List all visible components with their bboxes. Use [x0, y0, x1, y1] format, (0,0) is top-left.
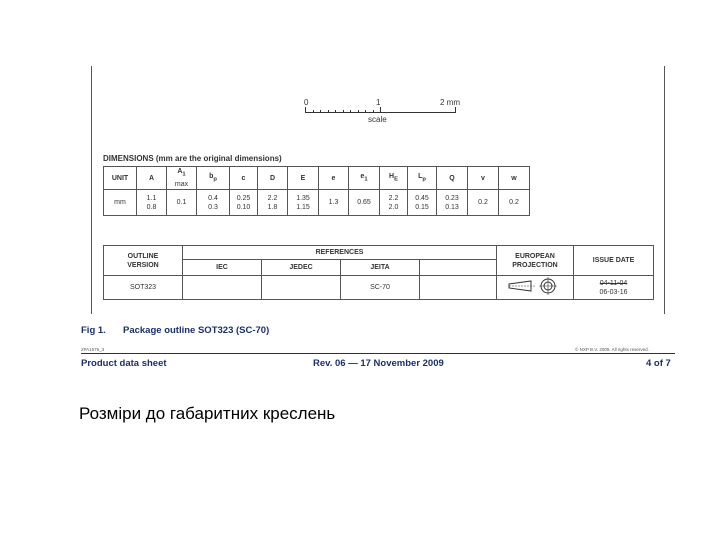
figure-title: Package outline SOT323 (SC-70) [123, 325, 270, 336]
header-c: c [230, 167, 258, 190]
header-v: v [468, 167, 499, 190]
scale-bar [300, 98, 470, 128]
dimensions-table [103, 166, 530, 216]
third-angle-projection-icon [505, 276, 565, 296]
scale-tick [313, 110, 314, 113]
outline-value-row [104, 276, 654, 300]
cell-a: 1.1 0.8 [137, 190, 167, 216]
cell-e: 1.3 [319, 190, 349, 216]
footer-revision: Rev. 06 — 17 November 2009 [313, 358, 444, 369]
scale-tick [305, 107, 306, 113]
scale-label-2: 2 mm [440, 98, 460, 107]
dimensions-title: DIMENSIONS (mm are the original dimensions) [103, 154, 282, 163]
dimensions-value-row [104, 190, 530, 216]
footer-page-number: 4 of 7 [646, 358, 671, 369]
header-a1: $A_1$ max [167, 167, 197, 190]
scale-label-0: 0 [304, 98, 309, 107]
header-e: e [319, 167, 349, 190]
projection-symbol-cell [497, 276, 574, 300]
header-q: Q [437, 167, 468, 190]
iec-value [183, 276, 262, 300]
header-w: w [499, 167, 530, 190]
cell-w: 0.2 [499, 190, 530, 216]
header-d: D [258, 167, 288, 190]
jeita-value: SC-70 [341, 276, 420, 300]
figure-caption [81, 325, 269, 336]
cell-q: 0.23 0.13 [437, 190, 468, 216]
scale-tick [358, 110, 359, 113]
references-spare-value [420, 276, 497, 300]
issue-date-values: 04-11-04 06-03-16 [574, 276, 654, 300]
scale-tick [320, 110, 321, 113]
scale-tick [335, 110, 336, 113]
slide-caption: Розміри до габаритних креслень [79, 404, 336, 423]
jedec-header: JEDEC [262, 260, 341, 276]
cell-unit: mm [104, 190, 137, 216]
cell-a1: 0.1 [167, 190, 197, 216]
header-bp: $b_p$ [197, 167, 230, 190]
frame-right-border [664, 66, 665, 314]
outline-version-header: OUTLINE VERSION [104, 246, 183, 276]
scale-label-1: 1 [376, 98, 381, 107]
header-e1: $e_1$ [349, 167, 380, 190]
scale-caption: scale [368, 115, 387, 124]
scale-tick [350, 110, 351, 113]
cell-lp: 0.45 0.15 [408, 190, 437, 216]
european-projection-header: EUROPEAN PROJECTION [497, 246, 574, 276]
references-header: REFERENCES [183, 246, 497, 260]
document-id: 2PA1576_3 [81, 347, 105, 352]
jedec-value [262, 276, 341, 300]
header-lp: $L_p$ [408, 167, 437, 190]
scale-tick [380, 107, 381, 113]
cell-v: 0.2 [468, 190, 499, 216]
figure-number: Fig 1. [81, 325, 106, 336]
iec-header: IEC [183, 260, 262, 276]
outline-header-row-1 [104, 246, 654, 260]
footer-rule [81, 353, 675, 354]
outline-version-value: SOT323 [104, 276, 183, 300]
cell-e1: 0.65 [349, 190, 380, 216]
references-spare-header [420, 260, 497, 276]
scale-tick [328, 110, 329, 113]
jeita-header: JEITA [341, 260, 420, 276]
cell-bp: 0.4 0.3 [197, 190, 230, 216]
cell-he: 2.2 2.0 [380, 190, 408, 216]
header-unit: UNIT [104, 167, 137, 190]
copyright-notice: © NXP B.V. 2009. All rights reserved. [575, 347, 649, 352]
header-he: $H_E$ [380, 167, 408, 190]
dimensions-header-row [104, 167, 530, 190]
cell-c: 0.25 0.10 [230, 190, 258, 216]
frame-left-border [91, 66, 92, 314]
header-a: A [137, 167, 167, 190]
cell-d: 2.2 1.8 [258, 190, 288, 216]
scale-tick [455, 107, 456, 113]
scale-tick [365, 110, 366, 113]
issue-date-header: ISSUE DATE [574, 246, 654, 276]
scale-tick [373, 110, 374, 113]
scale-tick [343, 110, 344, 113]
cell-e-big: 1.35 1.15 [288, 190, 319, 216]
footer-doc-type: Product data sheet [81, 358, 167, 369]
header-e-big: E [288, 167, 319, 190]
outline-references-table [103, 245, 654, 300]
